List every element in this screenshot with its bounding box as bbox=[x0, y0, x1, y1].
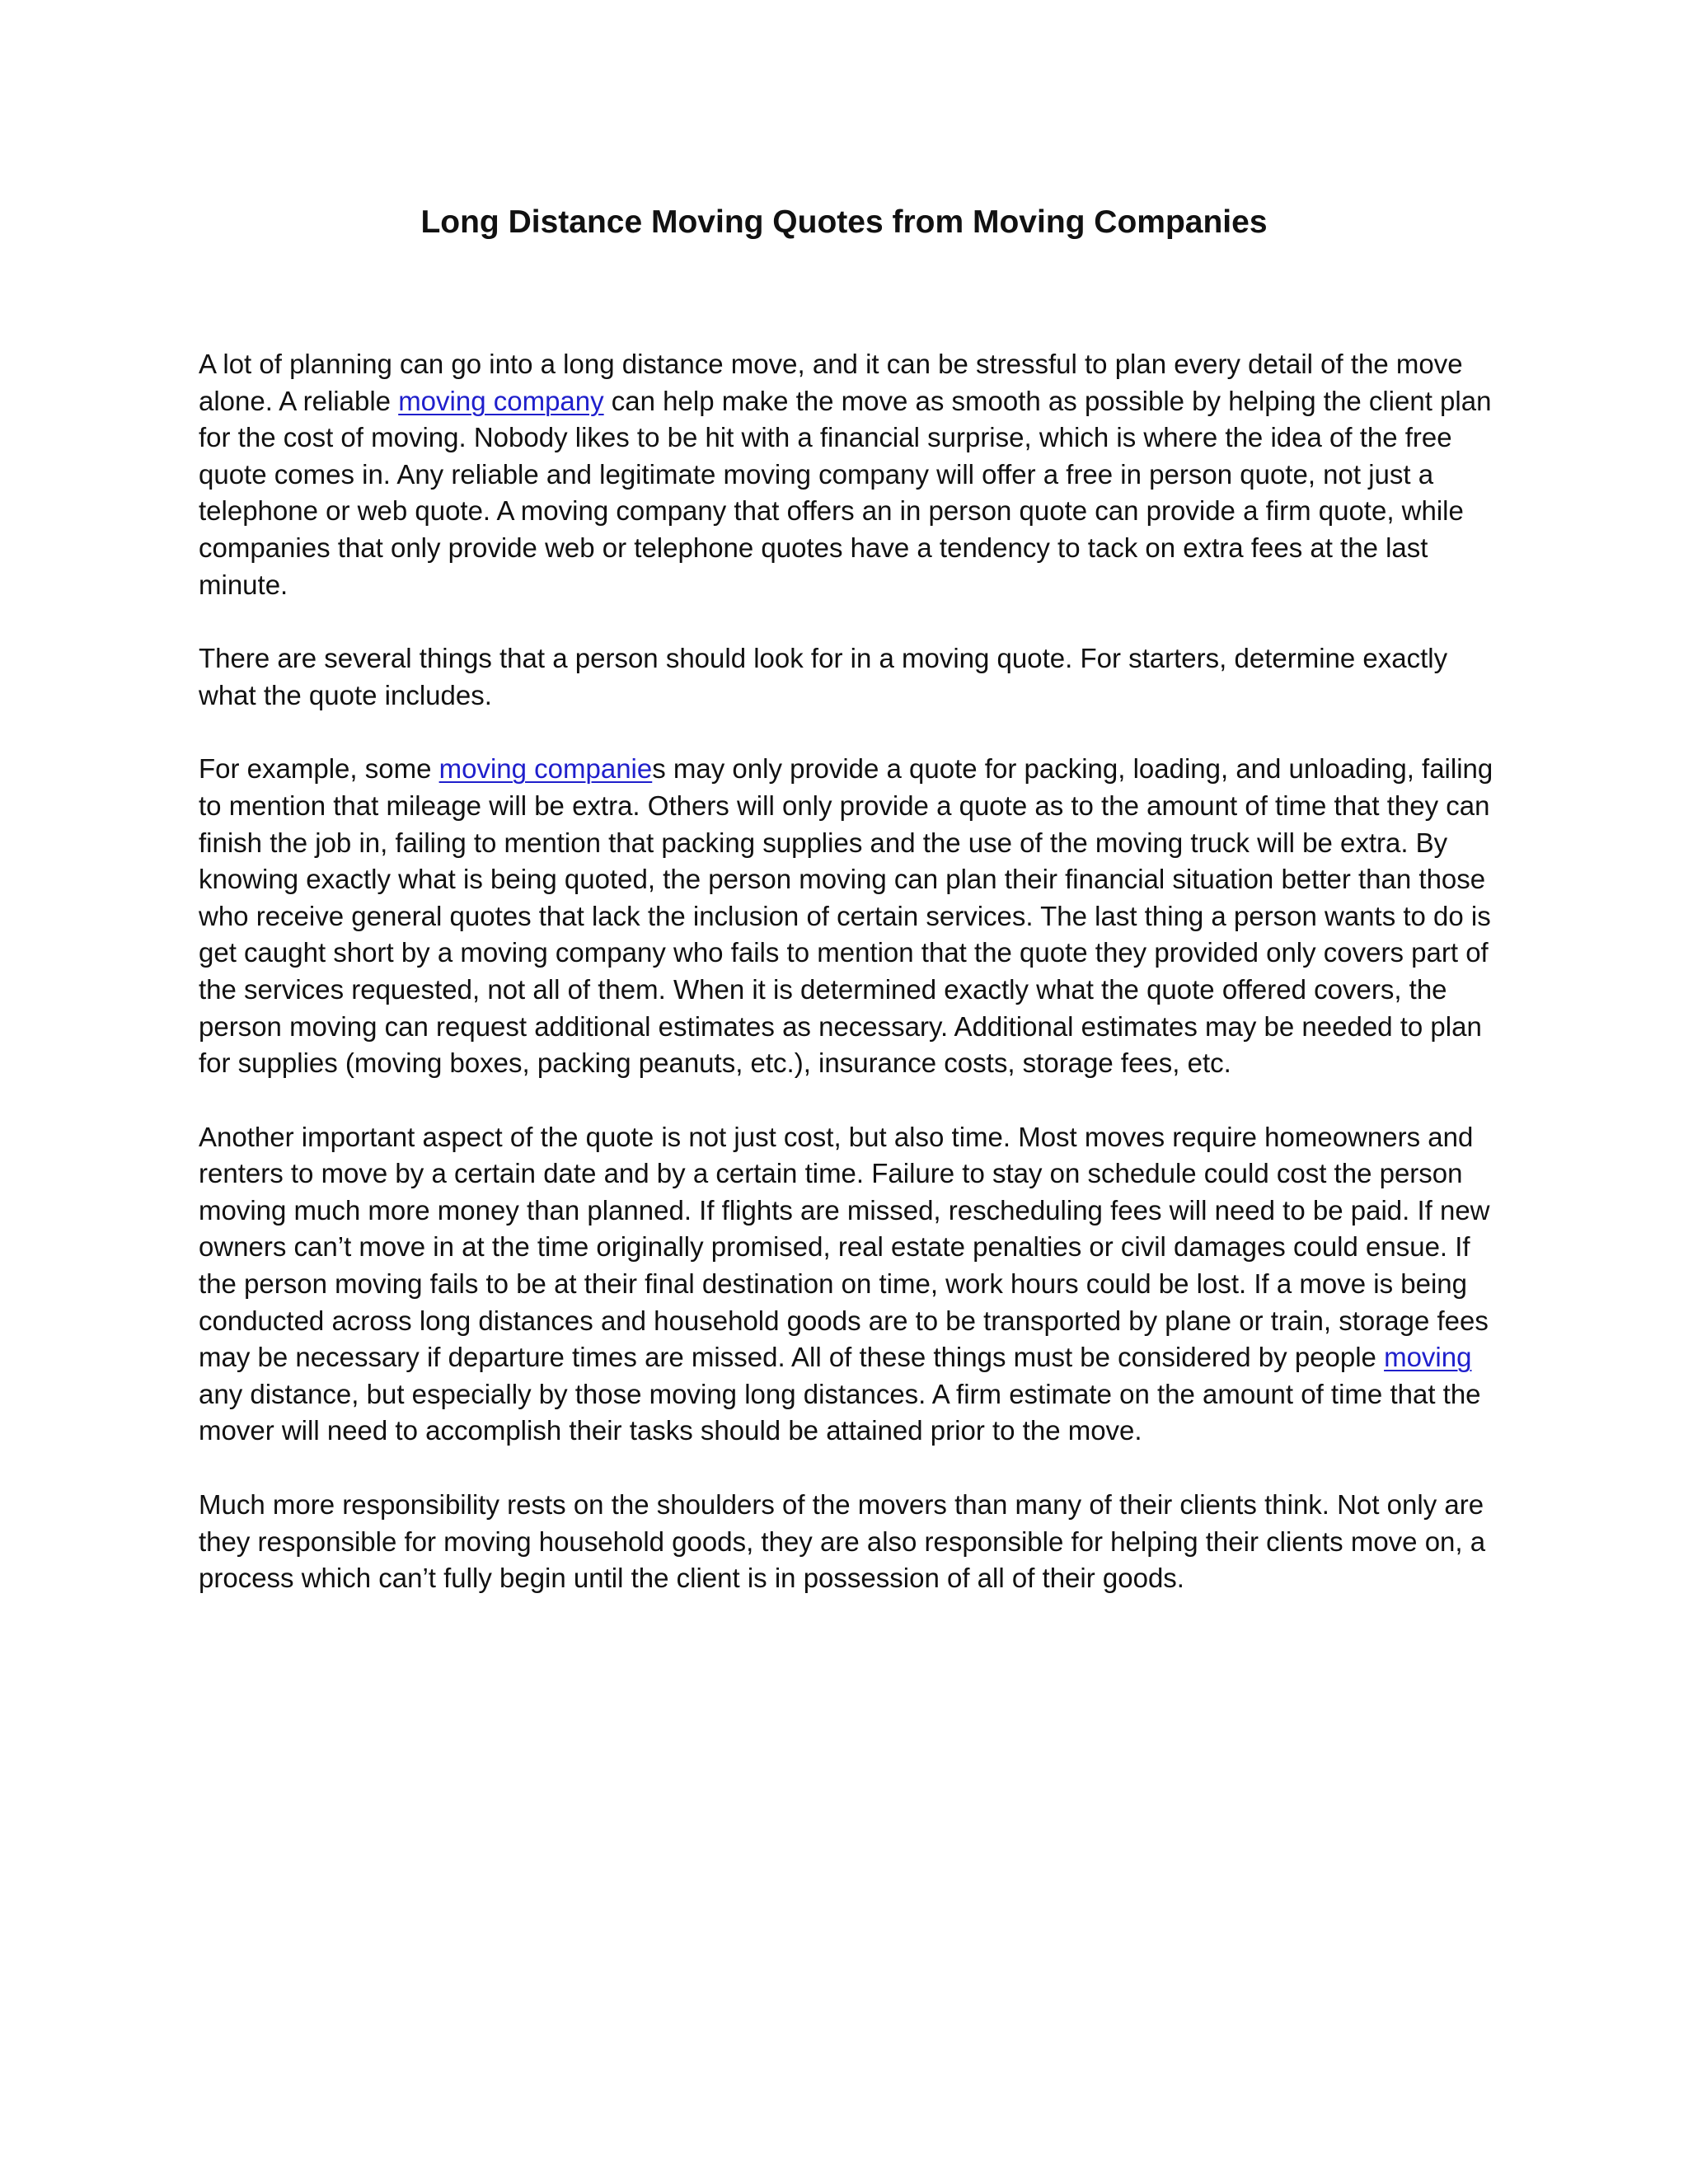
paragraph-4 bbox=[199, 1119, 1505, 1450]
paragraph-4-text-end: any distance, but especially by those moving long distances. A firm estimate on the amount of time that the mover will need to accomplish their tasks should be attained prior to the move. bbox=[199, 1378, 1481, 1446]
paragraph-1-text-start: A lot of planning can go into a long distance move, and it can be stressful to plan every detail of the move alone. A reliable bbox=[199, 349, 1463, 416]
paragraph-2: There are several things that a person should look for in a moving quote. For starters, determine exactly what the quote includes. bbox=[199, 643, 1448, 710]
paragraph-3 bbox=[199, 751, 1505, 1081]
paragraph-3-text-start: For example, some bbox=[199, 753, 439, 785]
paragraph-3-text-end: s may only provide a quote for packing, loading, and unloading, failing to mention that mileage will be extra. Others will only provide a quote as to the amount of time that they can finish the job in, failing to mention that packing supplies and the use of the moving truck will be extra. By knowing exactly what is being quoted, the person moving can plan their financial situation better than those who receive general quotes that lack the inclusion of certain services. The last thing a person wants to do is get caught short by a moving company who fails to mention that the quote they provided only covers part of the services requested, not all of them. When it is determined exactly what the quote offered covers, the person moving can request additional estimates as necessary. Additional estimates may be needed to plan for supplies (moving boxes, packing peanuts, etc.), insurance costs, storage fees, etc. bbox=[199, 753, 1493, 1079]
paragraph-5: Much more responsibility rests on the shoulders of the movers than many of their clients think. Not only are they responsible for moving household goods, they are also responsible for helping their clients move on, a process which can’t fully begin until the client is in possession of all of their goods. bbox=[199, 1489, 1486, 1594]
document-body bbox=[199, 346, 1505, 1634]
document-title: Long Distance Moving Quotes from Moving Companies bbox=[420, 204, 1268, 240]
paragraph-1 bbox=[199, 346, 1505, 603]
moving-companies-link[interactable]: moving companie bbox=[438, 753, 653, 785]
moving-link[interactable]: moving bbox=[1384, 1342, 1472, 1373]
moving-company-link[interactable]: moving company bbox=[398, 385, 604, 416]
paragraph-4-text-start: Another important aspect of the quote is not just cost, but also time. Most moves require homeowners and renters to move by a certain date and by a certain time. Failure to stay on schedule could cost the person moving much more money than planned. If flights are missed, rescheduling fees will need to be paid. If new owners can’t move in at the time originally promised, real estate penalties or civil damages could ensue. If the person moving fails to be at their final destination on time, work hours could be lost. If a move is being conducted across long distances and household goods are to be transported by plane or train, storage fees may be necessary if departure times are missed. All of these things must be considered by people bbox=[199, 1121, 1490, 1373]
paragraph-1-text-end: can help make the move as smooth as possible by helping the client plan for the cost of moving. Nobody likes to be hit with a financial surprise, which is where the idea of the free quote comes in. Any reliable and legitimate moving company will offer a free in person quote, not just a telephone or web quote. A moving company that offers an in person quote can provide a firm quote, while companies that only provide web or telephone quotes have a tendency to tack on extra fees at the last minute. bbox=[199, 385, 1492, 600]
